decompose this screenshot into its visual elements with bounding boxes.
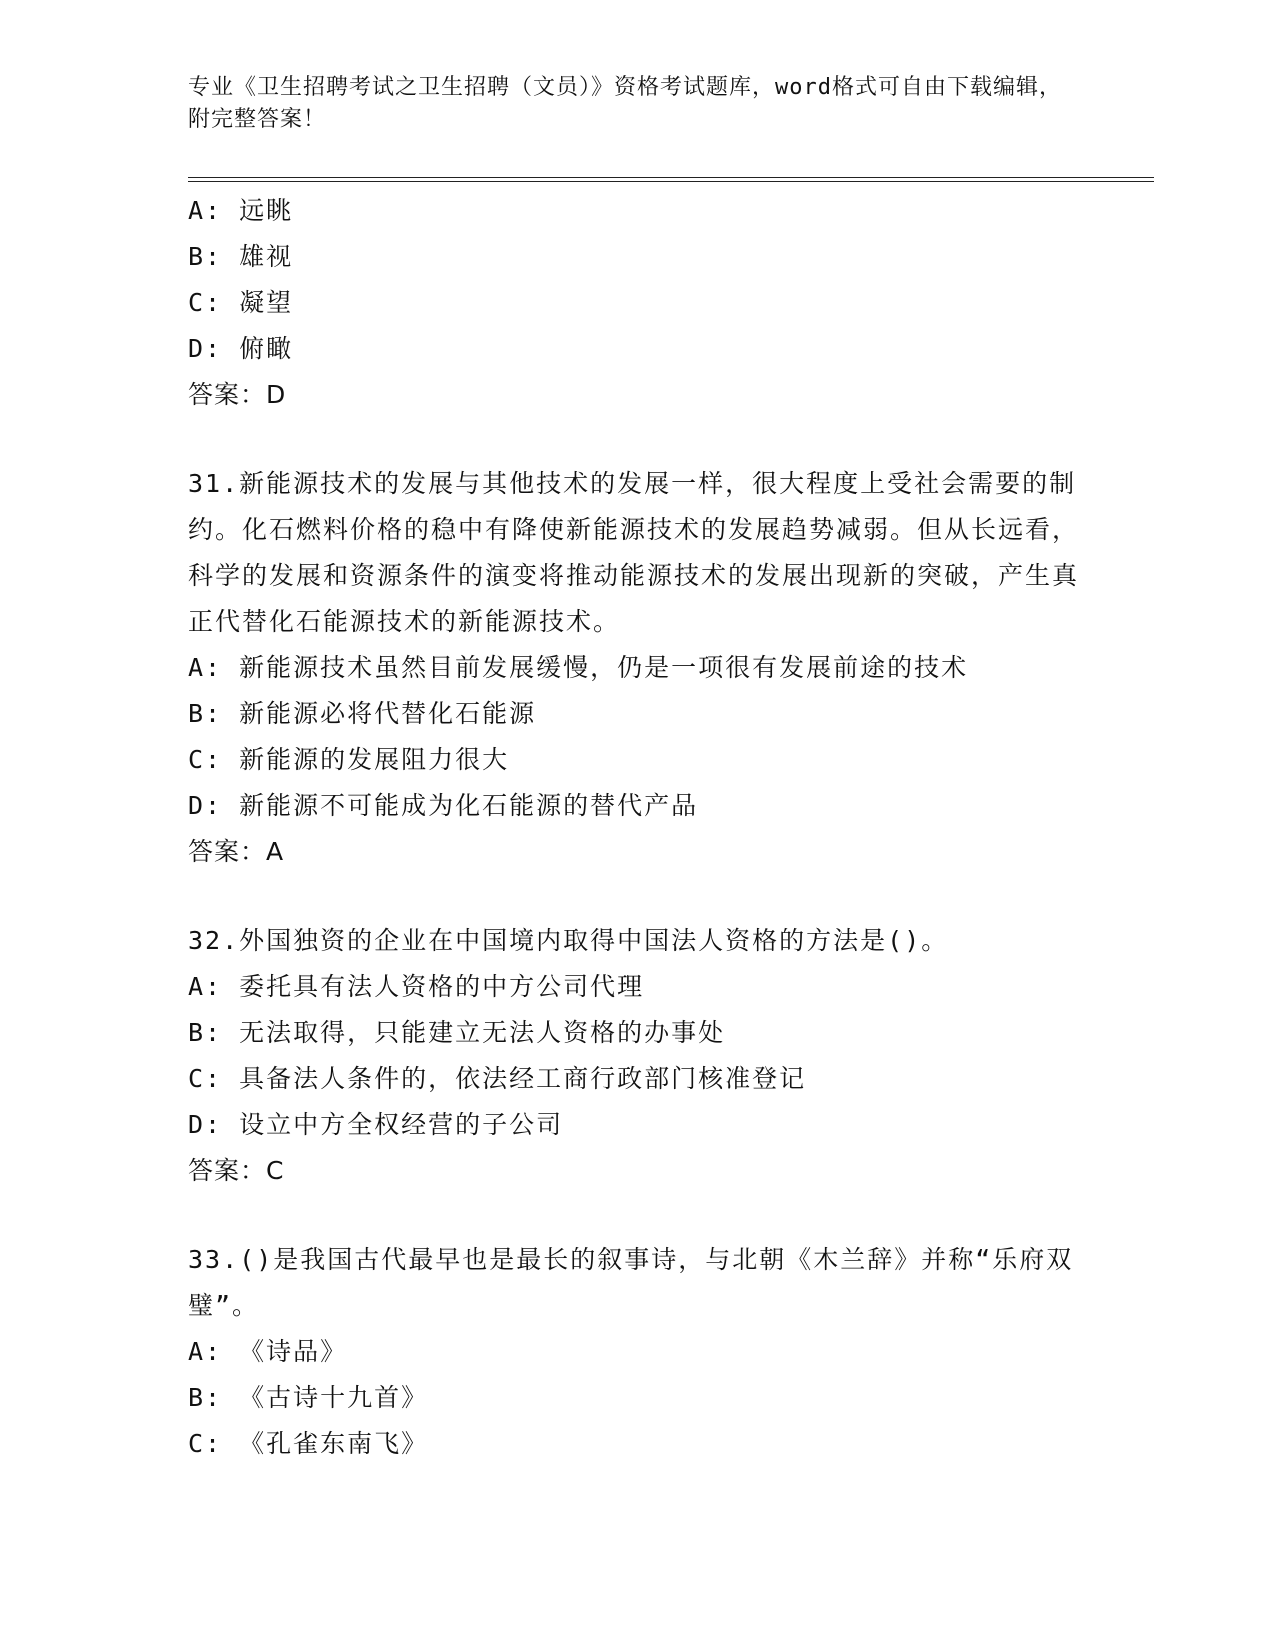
- option-d: D: 新能源不可能成为化石能源的替代产品: [188, 791, 699, 820]
- option-b: B: 雄视: [188, 242, 294, 271]
- option-a: A: 《诗品》: [188, 1337, 348, 1366]
- question-block-31: [188, 461, 1088, 875]
- option-c: C: 《孔雀东南飞》: [188, 1429, 429, 1458]
- question-block-32: [188, 918, 1088, 1194]
- option-c: C: 具备法人条件的，依法经工商行政部门核准登记: [188, 1064, 807, 1093]
- option-b: B: 新能源必将代替化石能源: [188, 699, 537, 728]
- option-b: B: 《古诗十九首》: [188, 1383, 429, 1412]
- option-c: C: 凝望: [188, 288, 294, 317]
- question-stem: 31.新能源技术的发展与其他技术的发展一样，很大程度上受社会需要的制约。化石燃料价格的稳中有降使新能源技术的发展趋势减弱。但从长远看，科学的发展和资源条件的演变将推动能源技术的发展出现新的突破，产生真正代替化石能源技术的新能源技术。: [188, 469, 1080, 636]
- document-header: 专业《卫生招聘考试之卫生招聘（文员）》资格考试题库，word格式可自由下载编辑，附完整答案！: [188, 75, 1062, 132]
- question-block-33: [188, 1237, 1088, 1467]
- answer-label: 答案：C: [188, 1156, 285, 1185]
- option-a: A: 远眺: [188, 196, 294, 225]
- option-c: C: 新能源的发展阻力很大: [188, 745, 510, 774]
- option-d: D: 俯瞰: [188, 334, 294, 363]
- answer-label: 答案：A: [188, 837, 285, 866]
- option-a: A: 委托具有法人资格的中方公司代理: [188, 972, 645, 1001]
- option-b: B: 无法取得，只能建立无法人资格的办事处: [188, 1018, 726, 1047]
- header-divider: [188, 177, 1154, 182]
- answer-label: 答案：D: [188, 380, 287, 409]
- question-stem: 33.()是我国古代最早也是最长的叙事诗，与北朝《木兰辞》并称“乐府双璧”。: [188, 1245, 1074, 1320]
- question-list: [188, 188, 1088, 1467]
- option-a: A: 新能源技术虽然目前发展缓慢，仍是一项很有发展前途的技术: [188, 653, 969, 682]
- question-stem: 32.外国独资的企业在中国境内取得中国法人资格的方法是()。: [188, 926, 949, 955]
- option-d: D: 设立中方全权经营的子公司: [188, 1110, 564, 1139]
- question-block-30: [188, 188, 1088, 418]
